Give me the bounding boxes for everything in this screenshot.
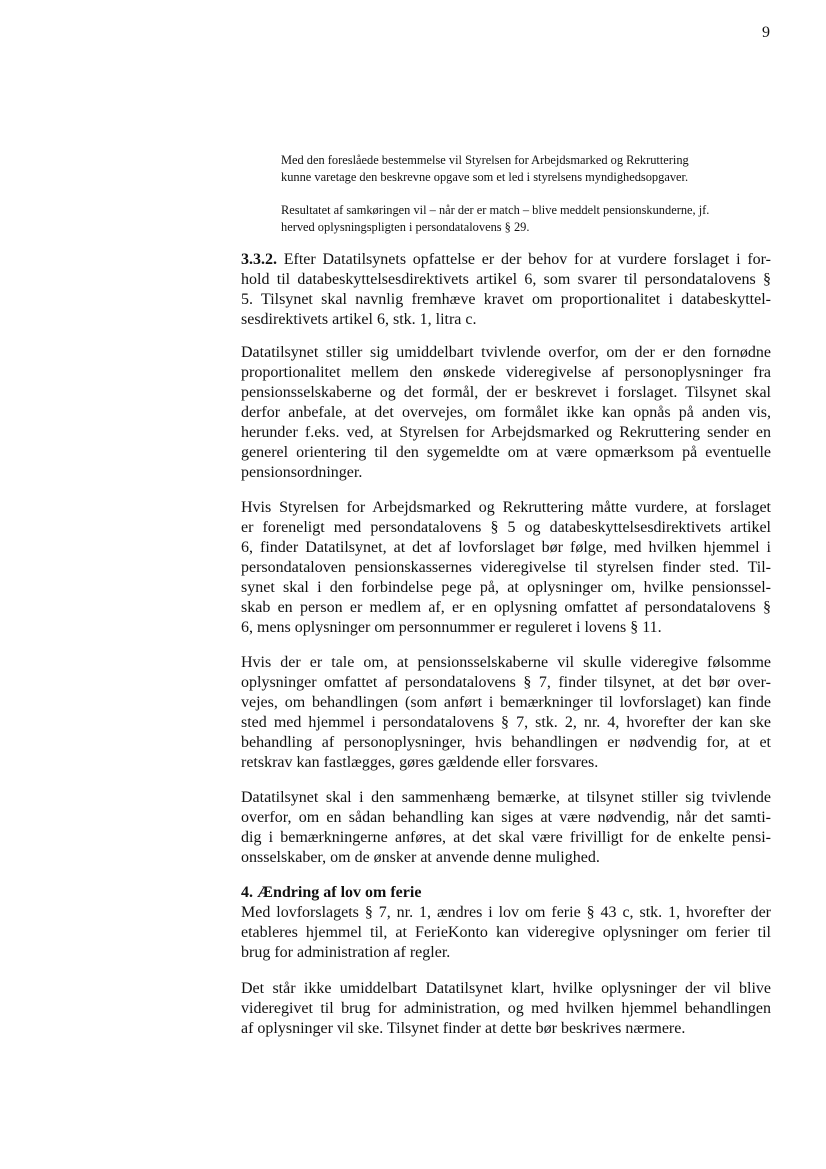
text-line: brug for administration af regler.	[241, 944, 451, 961]
text-line: retskrav kan fastlægges, gøres gældende eller forsvares.	[241, 754, 599, 771]
text-line: 3.3.2. Efter Datatilsynets opfattelse er der behov for at vurdere forslaget i for-	[241, 251, 771, 268]
text-line: videregivet til brug for administration, og med hvilken hjemmel behandlingen	[241, 1000, 771, 1017]
text-line: synet skal i den forbindelse pege på, at oplysninger om, hvilke pensionssel-	[241, 579, 771, 596]
text-line: 5. Tilsynet skal navnlig fremhæve kravet om proportionalitet i databeskyttel-	[241, 291, 771, 308]
quoted-text-1	[281, 152, 767, 185]
paragraph-necessity	[241, 788, 771, 868]
text-line: herunder f.eks. ved, at Styrelsen for Arbejdsmarked og Rekruttering sender en	[241, 424, 771, 441]
text-line: herved oplysningspligten i persondatalovens § 29.	[281, 219, 530, 234]
text-line: overfor, om en sådan behandling kan siges at være nødvendig, når det samti-	[241, 809, 771, 826]
text-line: 6, finder Datatilsynet, at det af lovforslaget bør følge, med hvilken hjemmel i	[241, 539, 771, 556]
section-heading: 4. Ændring af lov om ferie	[241, 884, 422, 901]
text-line: proportionalitet mellem den ønskede videregivelse af personoplysninger fra	[241, 364, 771, 381]
text-line: Hvis der er tale om, at pensionsselskaberne vil skulle videregive følsomme	[241, 654, 771, 671]
text-line: Datatilsynet stiller sig umiddelbart tvivlende overfor, om der er den fornødne	[241, 344, 771, 361]
section-3-3-2	[241, 250, 771, 330]
text-line: pensionsselskaberne og det formål, der er beskrevet i forslaget. Tilsynet skal	[241, 384, 771, 401]
paragraph-legal-basis	[241, 498, 771, 638]
text-line: derfor anbefale, at det overvejes, om formålet ikke kan opnås på anden vis,	[241, 404, 771, 421]
text-line: 6, mens oplysninger om personnummer er reguleret i lovens § 11.	[241, 619, 662, 636]
text-line: etableres hjemmel til, at FerieKonto kan videregive oplysninger om ferier til	[241, 924, 771, 941]
text-line: oplysninger omfattet af persondatalovens § 7, finder tilsynet, at det bør over-	[241, 674, 771, 691]
text-line: sted med hjemmel i persondatalovens § 7, stk. 2, nr. 4, hvorefter der kan ske	[241, 714, 771, 731]
page-number: 9	[762, 24, 770, 41]
text-line: generel orientering til den sygemeldte om at være opmærksom på eventuelle	[241, 444, 771, 461]
text-line: Datatilsynet skal i den sammenhæng bemærke, at tilsynet stiller sig tvivlende	[241, 789, 771, 806]
text-line: Med lovforslagets § 7, nr. 1, ændres i lov om ferie § 43 c, stk. 1, hvorefter der	[241, 904, 771, 921]
paragraph-feriekonto	[241, 979, 771, 1039]
paragraph-sensitive-data	[241, 653, 771, 773]
text-line: dig i bemærkningerne anføres, at det skal være frivilligt for de enkelte pensi-	[241, 829, 771, 846]
text-line: af oplysninger vil ske. Tilsynet finder at dette bør beskrives nærmere.	[241, 1020, 686, 1037]
text-line: persondataloven pensionskassernes videregivelse til styrelsen finder sted. Til-	[241, 559, 771, 576]
text-line: kunne varetage den beskrevne opgave som et led i styrelsens myndighedsopgaver.	[281, 169, 689, 184]
section-number: 3.3.2.	[241, 251, 277, 268]
text-line: pensionsordninger.	[241, 464, 363, 481]
text-line: Resultatet af samkøringen vil – når der er match – blive meddelt pensionskunderne, jf.	[281, 203, 710, 217]
text-line: skab en person er medlem af, er en oplysning omfattet af persondatalovens §	[241, 599, 771, 616]
text-line: behandling af personoplysninger, hvis behandlingen er nødvendig for, at et	[241, 734, 771, 751]
text-line: hold til databeskyttelsesdirektivets artikel 6, som svarer til persondatalovens §	[241, 271, 771, 288]
text-line: Hvis Styrelsen for Arbejdsmarked og Rekruttering måtte vurdere, at forslaget	[241, 499, 771, 516]
text-line: vejes, om behandlingen (som anført i bemærkninger til lovforslaget) kan finde	[241, 694, 771, 711]
text-line: onsselskaber, om de ønsker at anvende denne mulighed.	[241, 849, 600, 866]
text-line: er foreneligt med persondatalovens § 5 og databeskyttelsesdirektivets artikel	[241, 519, 771, 536]
text-line: Det står ikke umiddelbart Datatilsynet klart, hvilke oplysninger der vil blive	[241, 980, 771, 997]
paragraph-proportionality	[241, 343, 771, 483]
section-4	[241, 883, 771, 963]
text-line: Med den foreslåede bestemmelse vil Styrelsen for Arbejdsmarked og Rekruttering	[281, 153, 689, 167]
quoted-text-2	[281, 202, 767, 235]
text-line: sesdirektivets artikel 6, stk. 1, litra c.	[241, 311, 477, 328]
